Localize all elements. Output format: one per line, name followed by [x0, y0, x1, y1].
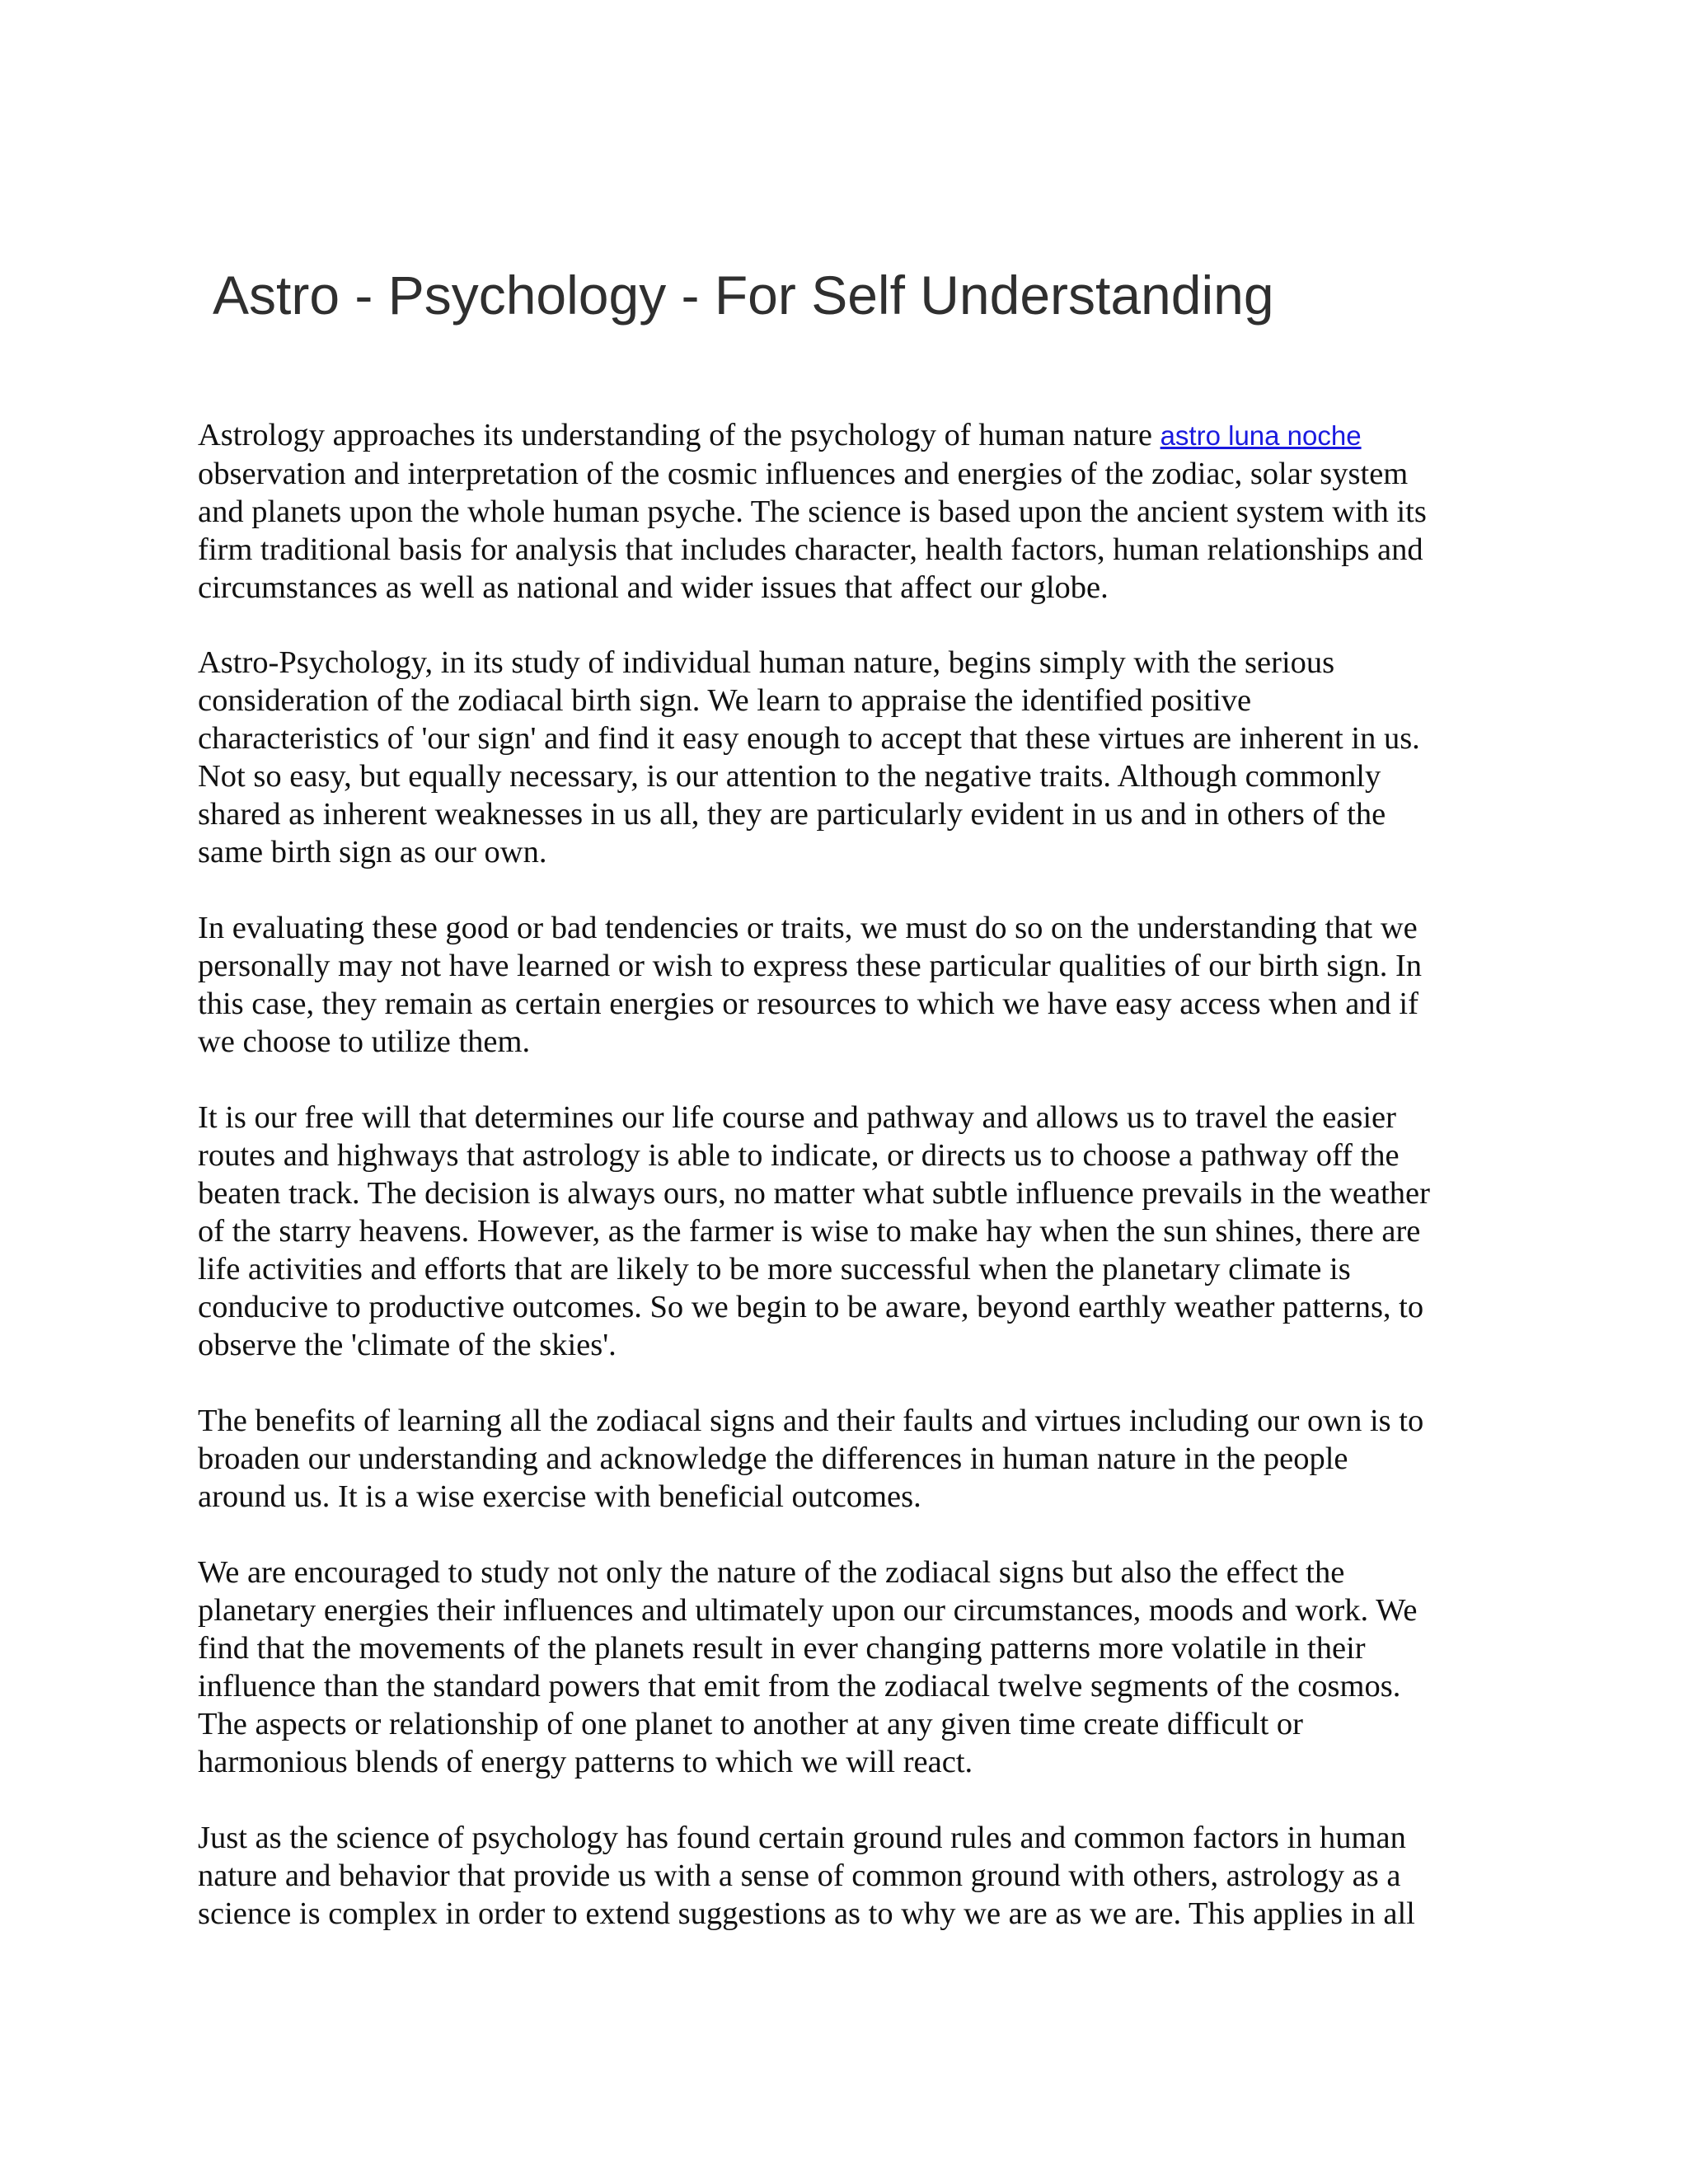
paragraph-5 [198, 1402, 1423, 1516]
paragraph-4 [198, 1099, 1430, 1364]
paragraph-line: firm traditional basis for analysis that includes character, health factors, human relationships and [198, 532, 1423, 567]
paragraph-line: beaten track. The decision is always ours, no matter what subtle influence prevails in the weather [198, 1176, 1430, 1211]
paragraph-line: this case, they remain as certain energies or resources to which we have easy access when and if [198, 987, 1418, 1021]
paragraph-line: In evaluating these good or bad tendencies or traits, we must do so on the understanding that we [198, 911, 1418, 945]
paragraph-line: shared as inherent weaknesses in us all, they are particularly evident in us and in others of the [198, 797, 1386, 832]
paragraph-line: consideration of the zodiacal birth sign. We learn to appraise the identified positive [198, 683, 1252, 718]
paragraph-line: and planets upon the whole human psyche. The science is based upon the ancient system with its [198, 494, 1427, 529]
paragraph-line: we choose to utilize them. [198, 1024, 531, 1059]
paragraph-line: circumstances as well as national and wider issues that affect our globe. [198, 570, 1109, 605]
paragraph-line: of the starry heavens. However, as the farmer is wise to make hay when the sun shines, there are [198, 1214, 1421, 1249]
paragraph-line: routes and highways that astrology is able to indicate, or directs us to choose a pathway off the [198, 1138, 1400, 1173]
paragraph-line: science is complex in order to extend suggestions as to why we are as we are. This applies in all [198, 1896, 1415, 1931]
paragraph-line [198, 416, 1427, 455]
paragraph-line: observe the 'climate of the skies'. [198, 1328, 617, 1362]
page-title: Astro - Psychology - For Self Understanding [213, 265, 1274, 326]
paragraph-line: Just as the science of psychology has found certain ground rules and common factors in human [198, 1821, 1406, 1855]
paragraph-line: planetary energies their influences and ultimately upon our circumstances, moods and work. We [198, 1593, 1418, 1628]
paragraph-line: The aspects or relationship of one planet to another at any given time create difficult or [198, 1707, 1303, 1741]
paragraph-line: around us. It is a wise exercise with beneficial outcomes. [198, 1479, 921, 1514]
paragraph-7 [198, 1819, 1415, 1933]
paragraph-line: find that the movements of the planets result in ever changing patterns more volatile in their [198, 1631, 1366, 1666]
paragraph-line: influence than the standard powers that emit from the zodiacal twelve segments of the cosmos. [198, 1669, 1401, 1704]
paragraph-line: life activities and efforts that are likely to be more successful when the planetary climate is [198, 1252, 1351, 1286]
paragraph-1 [198, 416, 1427, 607]
paragraph-line: conducive to productive outcomes. So we begin to be aware, beyond earthly weather patterns, to [198, 1290, 1424, 1324]
paragraph-line: observation and interpretation of the cosmic influences and energies of the zodiac, solar system [198, 457, 1409, 491]
paragraph-line: Not so easy, but equally necessary, is our attention to the negative traits. Although commonly [198, 759, 1381, 794]
paragraph-line: same birth sign as our own. [198, 835, 547, 869]
paragraph-line: We are encouraged to study not only the nature of the zodiacal signs but also the effect the [198, 1555, 1345, 1590]
paragraph-line: It is our free will that determines our life course and pathway and allows us to travel the easier [198, 1100, 1396, 1135]
paragraph-6 [198, 1554, 1417, 1781]
astro-luna-noche-link[interactable]: astro luna noche [1160, 420, 1362, 451]
paragraph-line: The benefits of learning all the zodiacal signs and their faults and virtues including our own is to [198, 1404, 1424, 1438]
paragraph-line: broaden our understanding and acknowledge the differences in human nature in the people [198, 1441, 1348, 1476]
paragraph-2 [198, 644, 1420, 871]
paragraph-line: personally may not have learned or wish to express these particular qualities of our birth sign. In [198, 949, 1423, 983]
paragraph-3 [198, 909, 1422, 1061]
paragraph-line: Astro-Psychology, in its study of individual human nature, begins simply with the serious [198, 645, 1335, 680]
paragraph-line-text: Astrology approaches its understanding of the psychology of human nature [198, 418, 1160, 452]
paragraph-line: nature and behavior that provide us with a sense of common ground with others, astrology as a [198, 1858, 1401, 1893]
paragraph-line: harmonious blends of energy patterns to which we will react. [198, 1745, 973, 1779]
paragraph-line: characteristics of 'our sign' and find it easy enough to accept that these virtues are inherent in us. [198, 721, 1420, 756]
